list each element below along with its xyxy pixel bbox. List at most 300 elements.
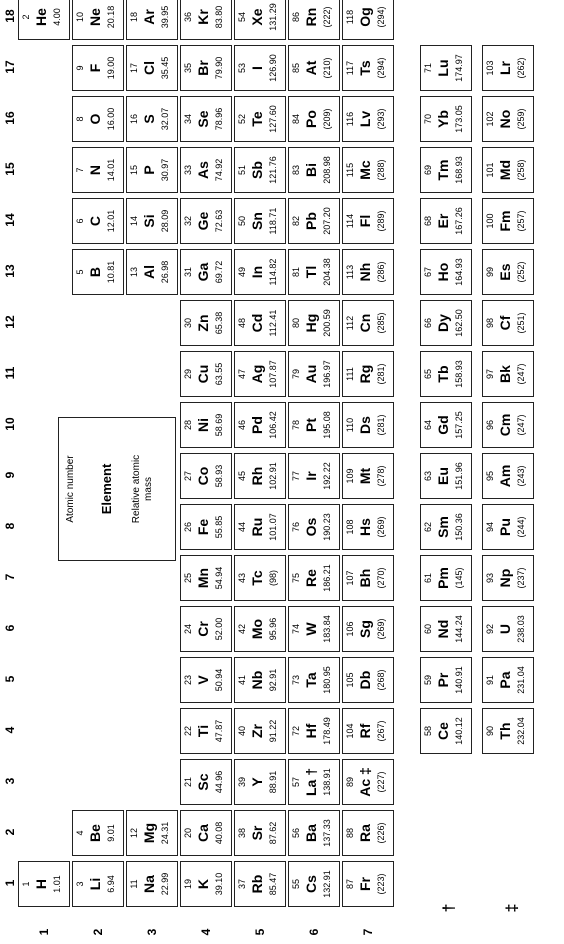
atomic-number: 65 [423, 369, 433, 380]
element-cell [482, 657, 534, 703]
element-symbol: Ge [195, 211, 211, 231]
atomic-mass: 157.25 [454, 411, 464, 439]
group-label: 4 [3, 726, 17, 734]
element-symbol: Rg [357, 364, 373, 384]
atomic-mass: 69.72 [214, 260, 224, 284]
atomic-number: 81 [291, 267, 301, 278]
element-symbol: F [87, 63, 103, 73]
element-cell [420, 708, 472, 754]
atomic-number: 29 [183, 369, 193, 380]
element-cell [72, 0, 124, 40]
atomic-number: 39 [237, 777, 247, 788]
element-cell [482, 555, 534, 601]
element-cell [288, 147, 340, 193]
element-symbol: Zr [249, 724, 265, 738]
element-cell [288, 45, 340, 91]
atomic-number: 51 [237, 165, 247, 176]
atomic-mass: 238.03 [516, 615, 526, 643]
element-symbol: Ce [435, 722, 451, 740]
element-cell [342, 96, 394, 142]
element-symbol: Pb [303, 212, 319, 230]
element-cell [180, 300, 232, 346]
atomic-mass: (227) [376, 771, 386, 793]
atomic-number: 107 [345, 570, 355, 586]
atomic-mass: (294) [376, 57, 386, 79]
element-symbol: Pt [303, 418, 319, 432]
atomic-mass: 58.69 [214, 413, 224, 437]
element-symbol: Hs [357, 518, 373, 536]
element-cell [234, 759, 286, 805]
element-cell [234, 708, 286, 754]
atomic-mass: 88.91 [268, 770, 278, 794]
atomic-mass: 14.01 [106, 158, 116, 182]
atomic-number: 69 [423, 165, 433, 176]
atomic-number: 62 [423, 522, 433, 533]
element-cell [342, 810, 394, 856]
atomic-number: 109 [345, 468, 355, 484]
element-symbol: Ru [249, 517, 265, 537]
atomic-number: 22 [183, 726, 193, 737]
atomic-number: 96 [485, 420, 495, 431]
element-symbol: Lv [357, 110, 373, 128]
element-cell [234, 453, 286, 499]
period-label: 5 [253, 928, 267, 936]
element-symbol: Y [249, 777, 265, 787]
element-cell [482, 351, 534, 397]
element-cell [234, 402, 286, 448]
atomic-number: 61 [423, 573, 433, 584]
element-cell [342, 555, 394, 601]
element-symbol: Er [435, 213, 451, 229]
element-symbol: Gd [435, 415, 451, 435]
element-symbol: C [87, 215, 103, 227]
element-cell [342, 861, 394, 907]
atomic-mass: (269) [376, 618, 386, 640]
atomic-mass: (145) [454, 567, 464, 589]
atomic-number: 94 [485, 522, 495, 533]
element-symbol: No [497, 109, 513, 129]
element-cell [234, 657, 286, 703]
element-symbol: Cf [497, 315, 513, 331]
element-symbol: Cu [195, 364, 211, 384]
atomic-number: 90 [485, 726, 495, 737]
atomic-number: 42 [237, 624, 247, 635]
element-cell [288, 351, 340, 397]
element-cell [18, 861, 70, 907]
element-symbol: Re [303, 569, 319, 587]
element-cell [342, 147, 394, 193]
element-symbol: H [33, 878, 49, 890]
element-symbol: Ne [87, 8, 103, 26]
element-cell [342, 300, 394, 346]
atomic-mass: 30.97 [160, 158, 170, 182]
element-cell [420, 45, 472, 91]
element-cell [288, 198, 340, 244]
element-symbol: Hf [303, 723, 319, 739]
element-cell [180, 759, 232, 805]
element-cell [420, 657, 472, 703]
atomic-number: 12 [129, 828, 139, 839]
element-cell [420, 351, 472, 397]
atomic-mass: (244) [516, 516, 526, 538]
atomic-mass: 65.38 [214, 311, 224, 335]
element-symbol: I [249, 66, 265, 70]
element-cell [342, 606, 394, 652]
atomic-mass: 158.93 [454, 360, 464, 388]
atomic-number: 67 [423, 267, 433, 278]
element-cell [180, 249, 232, 295]
element-cell [180, 453, 232, 499]
element-cell [342, 198, 394, 244]
atomic-mass: 192.22 [322, 462, 332, 490]
element-symbol: Pr [435, 672, 451, 688]
group-label: 18 [3, 9, 17, 23]
element-symbol: Fr [357, 877, 373, 891]
atomic-mass: (294) [376, 6, 386, 28]
atomic-number: 117 [345, 60, 355, 76]
element-symbol: O [87, 113, 103, 125]
atomic-number: 52 [237, 114, 247, 125]
key-atomic-number: Atomic number [65, 455, 76, 523]
element-cell [420, 606, 472, 652]
group-label: 2 [3, 828, 17, 836]
element-cell [482, 708, 534, 754]
element-symbol: In [249, 265, 265, 279]
element-cell [482, 453, 534, 499]
element-symbol: Dy [435, 314, 451, 332]
atomic-mass: 140.91 [454, 666, 464, 694]
element-cell [234, 504, 286, 550]
element-symbol: Am [497, 464, 513, 488]
atomic-number: 102 [485, 111, 495, 127]
element-symbol: Bi [303, 163, 319, 177]
element-symbol: Os [303, 517, 319, 537]
atomic-mass: 162.50 [454, 309, 464, 337]
atomic-mass: 55.85 [214, 515, 224, 539]
atomic-number: 106 [345, 621, 355, 637]
element-symbol: Nh [357, 262, 373, 282]
atomic-mass: 26.98 [160, 260, 170, 284]
element-cell [126, 96, 178, 142]
element-cell [126, 147, 178, 193]
element-symbol: Bh [357, 568, 373, 588]
element-symbol: Cm [497, 413, 513, 437]
element-cell [482, 402, 534, 448]
period-label: 1 [37, 928, 51, 936]
key-mass [131, 418, 155, 560]
element-symbol: Yb [435, 110, 451, 128]
group-label: 15 [3, 162, 17, 176]
element-cell [342, 708, 394, 754]
group-label: 8 [3, 522, 17, 530]
atomic-mass: (98) [268, 570, 278, 587]
element-symbol: B [87, 266, 103, 278]
atomic-mass: (226) [376, 822, 386, 844]
element-cell [420, 300, 472, 346]
atomic-mass: 102.91 [268, 462, 278, 490]
atomic-number: 4 [75, 830, 85, 836]
element-symbol: Ta [303, 672, 319, 688]
element-cell [288, 453, 340, 499]
element-cell [420, 96, 472, 142]
atomic-number: 118 [345, 9, 355, 25]
atomic-mass: 63.55 [214, 362, 224, 386]
element-symbol: Si [141, 214, 157, 228]
atomic-number: 6 [75, 218, 85, 224]
element-symbol: Ag [249, 364, 265, 384]
atomic-mass: (285) [376, 312, 386, 334]
element-cell [288, 249, 340, 295]
atomic-mass: 87.62 [268, 821, 278, 845]
element-symbol: Md [497, 159, 513, 181]
element-cell [420, 504, 472, 550]
element-cell [234, 810, 286, 856]
atomic-number: 25 [183, 573, 193, 584]
element-symbol: Th [497, 722, 513, 740]
atomic-number: 47 [237, 369, 247, 380]
period-label: 7 [361, 928, 375, 936]
element-symbol: Np [497, 568, 513, 588]
group-label: 7 [3, 573, 17, 581]
atomic-mass: (268) [376, 669, 386, 691]
atomic-number: 113 [345, 264, 355, 280]
element-cell [234, 300, 286, 346]
element-symbol: Rh [249, 466, 265, 486]
atomic-mass: 20.18 [106, 5, 116, 29]
element-symbol: Fl [357, 214, 373, 228]
element-cell [72, 861, 124, 907]
atomic-number: 46 [237, 420, 247, 431]
atomic-number: 101 [485, 162, 495, 178]
atomic-mass: (258) [516, 159, 526, 181]
atomic-number: 54 [237, 12, 247, 23]
group-label: 10 [3, 417, 17, 431]
atomic-mass: (223) [376, 873, 386, 895]
element-cell [482, 147, 534, 193]
element-symbol: Bk [497, 365, 513, 383]
atomic-mass: 196.97 [322, 360, 332, 388]
atomic-number: 5 [75, 269, 85, 275]
element-cell [482, 96, 534, 142]
atomic-number: 30 [183, 318, 193, 329]
atomic-number: 7 [75, 167, 85, 173]
element-symbol: Tc [249, 570, 265, 586]
element-symbol: Tb [435, 365, 451, 383]
element-symbol: Te [249, 111, 265, 127]
element-cell [288, 96, 340, 142]
atomic-mass: (267) [376, 720, 386, 742]
atomic-number: 41 [237, 675, 247, 686]
atomic-mass: 50.94 [214, 668, 224, 692]
atomic-mass: 180.95 [322, 666, 332, 694]
atomic-mass: 44.96 [214, 770, 224, 794]
legend-key [58, 417, 176, 561]
element-cell [482, 606, 534, 652]
element-symbol: Ar [141, 9, 157, 25]
actinide-mark: ‡ [504, 903, 521, 913]
atomic-mass: 12.01 [106, 209, 116, 233]
element-symbol: Db [357, 670, 373, 690]
element-cell [288, 759, 340, 805]
element-cell [180, 810, 232, 856]
element-cell [126, 45, 178, 91]
atomic-number: 77 [291, 471, 301, 482]
atomic-mass: 127.60 [268, 105, 278, 133]
element-symbol: Fe [195, 518, 211, 536]
element-cell [342, 453, 394, 499]
element-cell [126, 861, 178, 907]
group-label: 9 [3, 471, 17, 479]
element-symbol: Lr [497, 61, 513, 75]
atomic-mass: 137.33 [322, 819, 332, 847]
atomic-number: 50 [237, 216, 247, 227]
element-cell [482, 249, 534, 295]
element-symbol: S [141, 114, 157, 124]
element-symbol: Fm [497, 210, 513, 232]
period-label: 2 [91, 928, 105, 936]
atomic-mass: 164.93 [454, 258, 464, 286]
element-symbol: Hg [303, 313, 319, 333]
atomic-mass: (237) [516, 567, 526, 589]
atomic-mass: 58.93 [214, 464, 224, 488]
key-mass-line2: mass [143, 477, 154, 501]
element-symbol: P [141, 165, 157, 175]
atomic-number: 31 [183, 267, 193, 278]
atomic-number: 38 [237, 828, 247, 839]
element-symbol: Be [87, 824, 103, 842]
atomic-number: 43 [237, 573, 247, 584]
atomic-mass: 83.80 [214, 5, 224, 29]
atomic-mass: 186.21 [322, 564, 332, 592]
element-cell [180, 555, 232, 601]
atomic-mass: (252) [516, 261, 526, 283]
element-symbol: Mn [195, 567, 211, 589]
atomic-mass: 47.87 [214, 719, 224, 743]
atomic-number: 35 [183, 63, 193, 74]
element-cell [234, 555, 286, 601]
atomic-mass: (257) [516, 210, 526, 232]
atomic-number: 66 [423, 318, 433, 329]
atomic-mass: 16.00 [106, 107, 116, 131]
atomic-mass: 72.63 [214, 209, 224, 233]
atomic-number: 71 [423, 63, 433, 74]
atomic-number: 84 [291, 114, 301, 125]
atomic-mass: (209) [322, 108, 332, 130]
element-symbol: Ra [357, 824, 373, 842]
element-symbol: Cr [195, 621, 211, 637]
atomic-number: 100 [485, 213, 495, 229]
element-symbol: As [195, 161, 211, 179]
element-cell [342, 0, 394, 40]
atomic-number: 19 [183, 879, 193, 890]
atomic-mass: 183.84 [322, 615, 332, 643]
atomic-mass: 78.96 [214, 107, 224, 131]
atomic-mass: 9.01 [106, 824, 116, 842]
atomic-mass: 6.94 [106, 875, 116, 893]
element-symbol: Sm [435, 516, 451, 538]
atomic-number: 9 [75, 65, 85, 71]
group-label: 1 [3, 879, 17, 887]
atomic-mass: 91.22 [268, 719, 278, 743]
atomic-number: 16 [129, 114, 139, 125]
atomic-number: 89 [345, 777, 355, 788]
element-symbol: Ti [195, 724, 211, 738]
atomic-number: 40 [237, 726, 247, 737]
atomic-number: 13 [129, 267, 139, 278]
atomic-number: 68 [423, 216, 433, 227]
atomic-number: 60 [423, 624, 433, 635]
atomic-mass: 28.09 [160, 209, 170, 233]
atomic-number: 15 [129, 165, 139, 176]
element-symbol: Eu [435, 467, 451, 485]
atomic-mass: 107.87 [268, 360, 278, 388]
atomic-number: 74 [291, 624, 301, 635]
atomic-number: 83 [291, 165, 301, 176]
element-symbol: Na [141, 875, 157, 893]
element-cell [288, 300, 340, 346]
element-symbol: Og [357, 7, 373, 27]
element-symbol: Lu [435, 59, 451, 77]
atomic-number: 70 [423, 114, 433, 125]
element-cell [72, 147, 124, 193]
atomic-number: 78 [291, 420, 301, 431]
element-cell [234, 0, 286, 40]
element-symbol: Mc [357, 160, 373, 180]
element-cell [420, 555, 472, 601]
atomic-mass: 151.96 [454, 462, 464, 490]
element-symbol: Sc [195, 773, 211, 791]
atomic-number: 76 [291, 522, 301, 533]
element-cell [420, 198, 472, 244]
element-cell [72, 198, 124, 244]
element-symbol: Pm [435, 567, 451, 589]
atomic-mass: 106.42 [268, 411, 278, 439]
element-symbol: Nb [249, 670, 265, 690]
element-symbol: La † [303, 768, 319, 797]
element-cell [126, 249, 178, 295]
element-cell [482, 45, 534, 91]
element-cell [288, 810, 340, 856]
atomic-mass: 92.91 [268, 668, 278, 692]
element-symbol: Xe [249, 8, 265, 26]
lanthanide-mark: † [441, 903, 458, 913]
atomic-mass: 24.31 [160, 821, 170, 845]
atomic-mass: 4.00 [52, 8, 62, 26]
atomic-mass: 101.07 [268, 513, 278, 541]
atomic-number: 115 [345, 162, 355, 178]
element-symbol: At [303, 60, 319, 76]
period-label: 3 [145, 928, 159, 936]
element-symbol: V [195, 675, 211, 685]
element-symbol: Ca [195, 824, 211, 842]
atomic-number: 79 [291, 369, 301, 380]
group-label: 5 [3, 675, 17, 683]
element-symbol: Mo [249, 618, 265, 640]
element-cell [288, 0, 340, 40]
element-cell [180, 606, 232, 652]
atomic-number: 24 [183, 624, 193, 635]
element-cell [342, 402, 394, 448]
atomic-mass: (269) [376, 516, 386, 538]
atomic-number: 103 [485, 60, 495, 76]
element-cell [288, 657, 340, 703]
element-cell [288, 504, 340, 550]
atomic-mass: 207.20 [322, 207, 332, 235]
atomic-number: 95 [485, 471, 495, 482]
atomic-number: 86 [291, 12, 301, 23]
atomic-mass: (278) [376, 465, 386, 487]
element-cell [342, 351, 394, 397]
